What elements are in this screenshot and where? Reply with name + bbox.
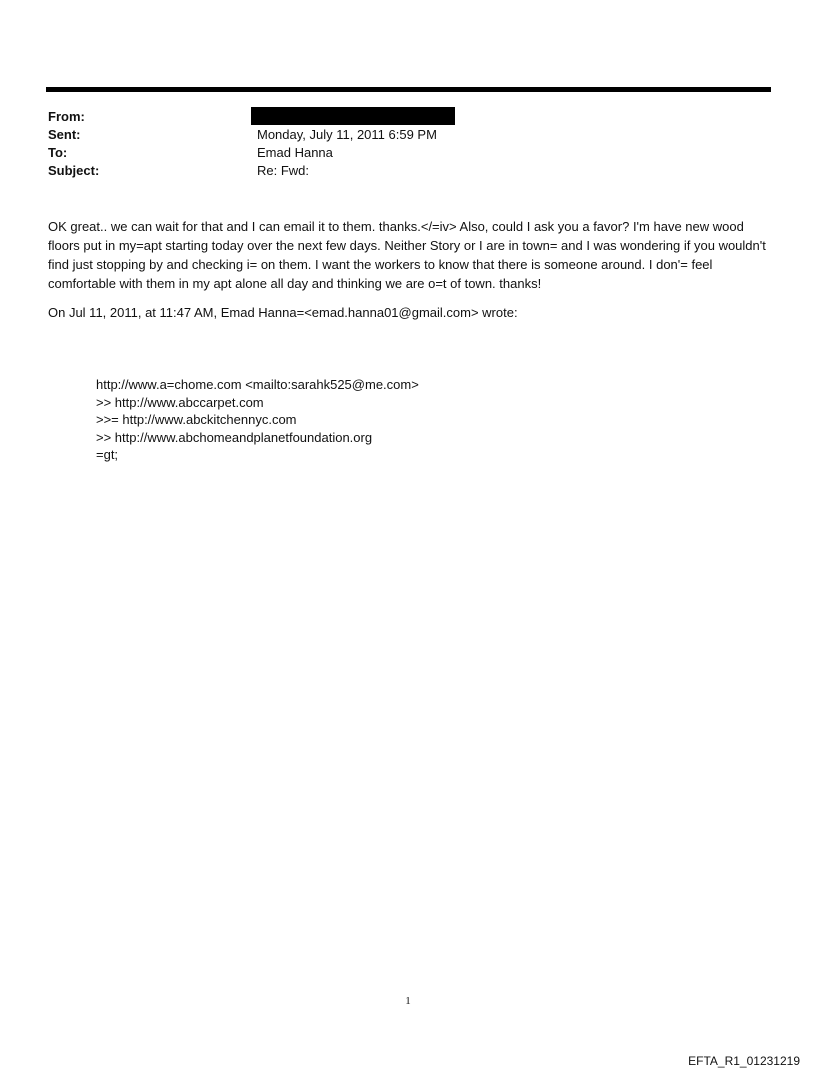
subject-value: Re: Fwd:: [257, 162, 310, 178]
top-divider: [46, 87, 771, 92]
subject-row: [48, 161, 748, 179]
page-number: 1: [405, 995, 411, 1007]
from-label: From:: [48, 108, 85, 124]
email-header: [48, 107, 748, 179]
to-value: Emad Hanna: [257, 144, 333, 160]
subject-label: Subject:: [48, 162, 100, 178]
to-label: To:: [48, 144, 68, 160]
quoted-line: >>= http://www.abckitchennyc.com: [96, 412, 297, 427]
redacted-sender: [251, 107, 455, 125]
quoted-line: >> http://www.abccarpet.com: [96, 394, 264, 410]
to-row: [48, 143, 748, 161]
quoted-line: http://www.a=chome.com <mailto:sarahk525@me.com>: [96, 377, 419, 392]
sent-label: Sent:: [48, 126, 81, 142]
quoted-text: [96, 376, 746, 464]
message-body: OK great.. we can wait for that and I can email it to them. thanks.</=iv> Also, could I ask you a favor? I'm have new wood floors put in my=apt starting today over the next few days. Neither Story or I are in town= and I was wondering if you wouldn't find just stopping by and checking i= on them. I want the workers to know that there is someone around. I don'= feel comfortable with them in my apt alone all day and thinking we are o=t of town. thanks!: [48, 219, 766, 291]
quoted-line: >> http://www.abchomeandplanetfoundation.org: [96, 429, 373, 445]
document-id: EFTA_R1_01231219: [688, 1054, 800, 1068]
sent-value: Monday, July 11, 2011 6:59 PM: [257, 126, 437, 142]
from-row: [48, 107, 748, 125]
quoted-line: =gt;: [96, 447, 119, 462]
reply-header: On Jul 11, 2011, at 11:47 AM, Emad Hanna=<emad.hanna01@gmail.com> wrote:: [48, 305, 518, 320]
sent-row: [48, 125, 748, 143]
